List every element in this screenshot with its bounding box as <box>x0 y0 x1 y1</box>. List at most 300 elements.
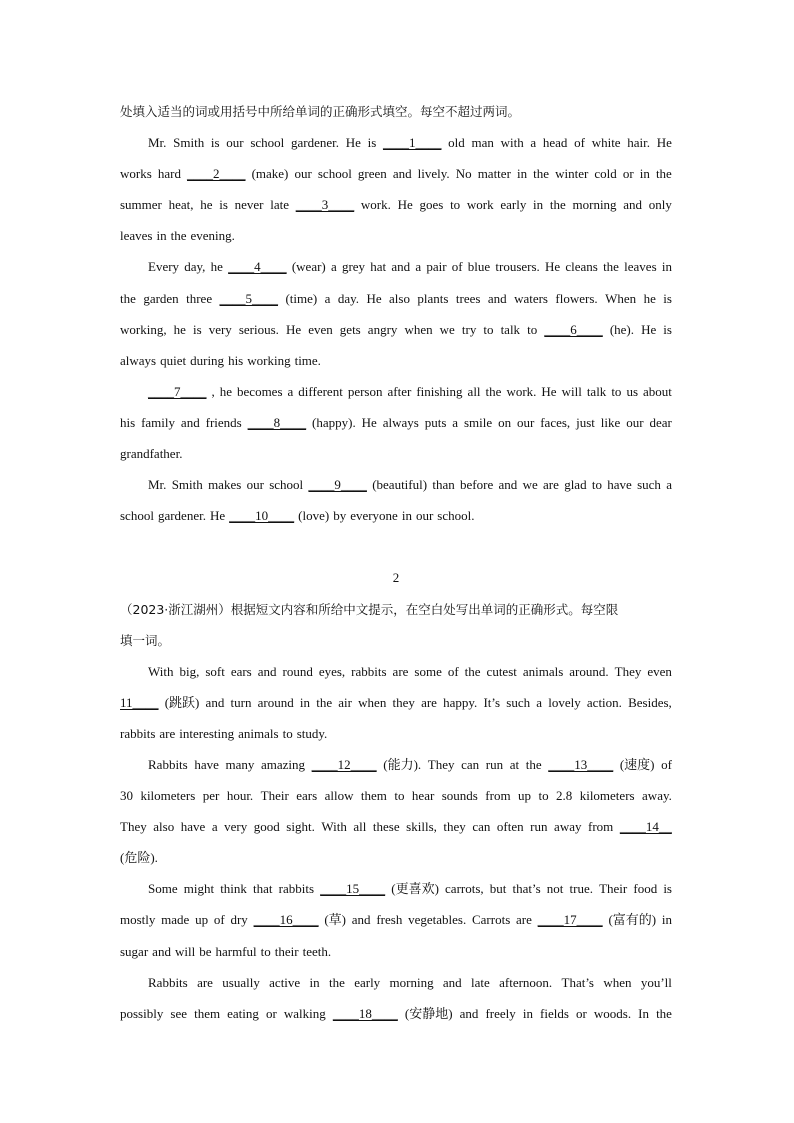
word: Mr. <box>148 477 167 493</box>
word: lively. <box>417 166 450 182</box>
word: morning <box>572 197 617 213</box>
word: work. <box>506 383 537 399</box>
word: When <box>605 290 637 306</box>
text-line <box>120 438 672 469</box>
word: a <box>415 259 422 275</box>
word: very <box>208 321 232 337</box>
word: Smith <box>173 135 205 151</box>
word: will <box>561 383 582 399</box>
word: evening. <box>190 228 235 244</box>
instruction-text: 处填入适当的词或用括号中所给单词的正确形式填空。每空不超过两词。 <box>120 104 521 119</box>
word: (危险). <box>120 850 158 866</box>
word: and <box>391 259 411 275</box>
word: true. <box>569 881 593 897</box>
word: winter <box>555 166 589 182</box>
word: is <box>663 290 672 306</box>
word: (跳跃) <box>164 694 200 710</box>
answer-blank[interactable]: ____4____ <box>228 259 287 275</box>
word: He <box>361 414 377 430</box>
answer-blank[interactable]: ____17____ <box>537 912 603 928</box>
word: will <box>174 943 196 959</box>
word: some <box>414 663 442 679</box>
word: away <box>554 819 582 835</box>
word: ears <box>230 663 252 679</box>
text-line <box>120 998 672 1029</box>
word: of <box>661 756 672 772</box>
text-line <box>120 345 672 376</box>
answer-blank[interactable]: ____7____ <box>148 383 207 399</box>
word: he <box>200 197 213 213</box>
word: sight. <box>286 819 315 835</box>
word: He <box>285 321 302 337</box>
text-line <box>120 749 672 780</box>
word: late <box>471 974 490 990</box>
answer-blank[interactable]: ____9____ <box>308 477 367 493</box>
word: (time) <box>285 290 318 306</box>
word: white <box>591 135 621 151</box>
word: Mr. <box>148 135 167 151</box>
word: be <box>199 943 212 959</box>
word: They <box>120 819 147 835</box>
word: man <box>471 135 494 151</box>
word: three <box>186 290 213 306</box>
answer-blank[interactable]: ____16____ <box>253 912 319 928</box>
word: to <box>260 943 271 959</box>
answer-blank[interactable]: ____6____ <box>544 321 603 337</box>
word: old <box>448 135 465 151</box>
word: they <box>392 694 415 710</box>
word: blue <box>467 259 491 275</box>
word: becomes <box>237 383 283 399</box>
word: a <box>452 414 459 430</box>
word: about <box>643 383 672 399</box>
word: a <box>530 135 537 151</box>
word: even <box>308 321 333 337</box>
word: but <box>489 881 507 897</box>
word: run <box>485 756 504 772</box>
word: heat, <box>168 197 194 213</box>
word: animals <box>238 725 279 741</box>
word: are <box>197 974 213 990</box>
word: at <box>509 756 520 772</box>
word: possibly <box>120 1005 164 1021</box>
word: cold <box>594 166 617 182</box>
word: and <box>442 974 462 990</box>
word: or <box>622 166 634 182</box>
word: goes <box>419 197 444 213</box>
text-line <box>120 469 672 500</box>
word: our <box>626 414 644 430</box>
word: is <box>663 321 672 337</box>
word: hear <box>411 788 435 804</box>
word: these <box>372 819 400 835</box>
word: different <box>298 383 343 399</box>
word: is <box>192 321 202 337</box>
word: that’s <box>512 881 541 897</box>
word: trees <box>455 290 481 306</box>
text-line <box>120 811 672 842</box>
word: Some <box>148 881 178 897</box>
word: he <box>173 321 186 337</box>
word: working <box>247 352 291 368</box>
answer-blank[interactable]: ____10____ <box>229 508 295 524</box>
word: mostly <box>120 912 156 928</box>
word: green <box>357 166 387 182</box>
text-line <box>120 220 672 251</box>
word: us <box>626 383 638 399</box>
text-line <box>120 780 672 811</box>
word: he <box>643 290 656 306</box>
word: finishing <box>416 383 463 399</box>
word: sounds <box>441 788 478 804</box>
word: is <box>367 135 377 151</box>
word: a <box>211 819 218 835</box>
word: during <box>190 352 225 368</box>
word: quiet <box>160 352 187 368</box>
word: , <box>211 383 215 399</box>
answer-blank[interactable]: 11____ <box>120 694 159 710</box>
word: Carrots <box>471 912 511 928</box>
word: to <box>282 725 293 741</box>
word: smile <box>463 414 493 430</box>
word: never <box>234 197 264 213</box>
word: the <box>120 290 136 306</box>
word: amazing <box>261 756 306 772</box>
word: No <box>455 166 472 182</box>
word: allow <box>324 788 354 804</box>
word: Rabbits <box>148 974 188 990</box>
word: Their <box>599 881 628 897</box>
word: waters <box>514 290 548 306</box>
word: always <box>120 352 157 368</box>
word: to <box>450 197 461 213</box>
text-line <box>120 904 672 935</box>
word: many <box>225 756 255 772</box>
word: early <box>500 197 527 213</box>
word: and <box>487 290 507 306</box>
word: have <box>180 819 206 835</box>
word: pair <box>426 259 447 275</box>
word: sugar <box>120 943 149 959</box>
word: are <box>516 912 532 928</box>
word: working, <box>120 321 167 337</box>
word: (he). <box>609 321 635 337</box>
word: a <box>330 259 337 275</box>
word: school <box>317 166 352 182</box>
word: than <box>432 477 455 493</box>
word: our <box>246 477 264 493</box>
answer-blank[interactable]: ____13____ <box>548 756 614 772</box>
word: the <box>549 197 566 213</box>
word: flowers. <box>555 290 598 306</box>
word: grey <box>341 259 366 275</box>
word: can <box>472 819 491 835</box>
word: they <box>443 819 466 835</box>
word: (happy). <box>312 414 356 430</box>
word: in <box>533 197 544 213</box>
word: from <box>485 788 511 804</box>
word: to <box>483 321 494 337</box>
word: He <box>397 197 413 213</box>
word: a <box>287 383 294 399</box>
word: action. <box>586 694 622 710</box>
word: of <box>447 663 459 679</box>
word: our <box>226 135 244 151</box>
word: serious. <box>238 321 279 337</box>
word: our <box>294 166 312 182</box>
section2-number-line <box>120 562 672 593</box>
word: can <box>461 756 480 772</box>
word: hair. <box>627 135 651 151</box>
word: like <box>600 414 621 430</box>
word: With <box>321 819 347 835</box>
word: in <box>661 259 672 275</box>
word: Besides, <box>628 694 672 710</box>
text-line <box>120 936 672 967</box>
word: are <box>392 663 409 679</box>
word: when <box>603 974 632 990</box>
word: grandfather. <box>120 446 183 462</box>
text-line <box>120 687 672 718</box>
word: a <box>666 477 672 493</box>
word: round <box>282 663 313 679</box>
section2-instruction-line2 <box>120 625 672 656</box>
word: all <box>353 819 367 835</box>
word: to <box>611 383 622 399</box>
word: gardener. <box>290 135 339 151</box>
word: our <box>415 508 434 524</box>
word: (wear) <box>291 259 326 275</box>
word: turn <box>230 694 252 710</box>
word: school. <box>437 508 475 524</box>
word: friends <box>205 414 242 430</box>
word: made <box>161 912 190 928</box>
answer-blank[interactable]: ____18____ <box>332 1005 398 1021</box>
word: in <box>516 166 528 182</box>
word: rabbits <box>120 725 156 741</box>
word: or <box>575 1005 587 1021</box>
word: when <box>358 694 387 710</box>
word: our <box>516 414 535 430</box>
word: hour. <box>226 788 254 804</box>
word: skills, <box>406 819 437 835</box>
word: and <box>498 477 518 493</box>
word: just <box>576 414 595 430</box>
text-line <box>120 251 672 282</box>
word: garden <box>143 290 179 306</box>
word: angry <box>367 321 398 337</box>
word: to <box>527 321 538 337</box>
word: eating <box>227 1005 259 1021</box>
instruction-text: （2023·浙江湖州）根据短文内容和所给中文提示，在空白处写出单词的正确形式。每空限 <box>120 601 619 617</box>
word: when <box>404 321 433 337</box>
word: by <box>333 508 347 524</box>
answer-blank[interactable]: ____1____ <box>382 135 442 151</box>
word: in <box>299 694 311 710</box>
word: family <box>141 414 176 430</box>
word: rabbits <box>351 663 387 679</box>
word: He <box>345 135 361 151</box>
word: everyone <box>350 508 398 524</box>
word: is <box>210 135 220 151</box>
word: school <box>250 135 285 151</box>
word: school <box>269 477 304 493</box>
word: cutest <box>486 663 517 679</box>
word: work. <box>360 197 391 213</box>
word: also <box>389 290 410 306</box>
word: hat <box>370 259 387 275</box>
word: in <box>156 228 167 244</box>
word: Their <box>260 788 289 804</box>
word: late <box>270 197 289 213</box>
word: It’s <box>483 694 501 710</box>
answer-blank[interactable]: ____2____ <box>187 166 246 182</box>
word: Every <box>148 259 180 275</box>
word: freely <box>485 1005 516 1021</box>
word: a <box>536 694 543 710</box>
word: the <box>485 383 502 399</box>
word: food <box>633 881 658 897</box>
word: and <box>152 943 171 959</box>
word: of <box>574 135 585 151</box>
word: the <box>655 166 672 182</box>
word: With <box>148 663 174 679</box>
answer-blank[interactable]: ____3____ <box>295 197 355 213</box>
word: and <box>623 197 643 213</box>
word: he <box>219 383 233 399</box>
word: He <box>366 290 382 306</box>
word: (安静地) <box>404 1005 453 1021</box>
word: plants <box>417 290 449 306</box>
word: rabbits <box>278 881 315 897</box>
answer-blank[interactable]: ____12____ <box>311 756 377 772</box>
word: makes <box>208 477 242 493</box>
text-line <box>120 314 672 345</box>
word: up <box>195 912 209 928</box>
word: study. <box>296 725 328 741</box>
word: leaves <box>120 228 153 244</box>
word: a <box>324 290 331 306</box>
answer-blank[interactable]: ____14__ <box>619 819 672 835</box>
word: on <box>498 414 512 430</box>
word: active <box>269 974 301 990</box>
text-line <box>120 189 672 220</box>
word: his <box>120 414 136 430</box>
word: afternoon. <box>499 974 553 990</box>
word: are <box>543 477 559 493</box>
word: hard <box>157 166 181 182</box>
word: with <box>500 135 524 151</box>
word: air <box>338 694 352 710</box>
word: carrots, <box>445 881 484 897</box>
word: (更喜欢) <box>391 881 439 897</box>
word: interesting <box>179 725 235 741</box>
word: all <box>467 383 481 399</box>
word: eyes, <box>318 663 346 679</box>
document-page <box>120 96 672 1029</box>
text-line <box>120 407 672 438</box>
word: He <box>656 135 672 151</box>
word: day. <box>337 290 360 306</box>
word: he <box>210 259 223 275</box>
word: and <box>180 414 200 430</box>
word: talk <box>500 321 521 337</box>
word: the <box>464 663 481 679</box>
word: the <box>328 974 345 990</box>
word: woods. <box>593 1005 632 1021</box>
answer-blank[interactable]: ____8____ <box>247 414 307 430</box>
word: think <box>220 881 247 897</box>
word: dear <box>649 414 672 430</box>
instruction-text: 填一词。 <box>120 632 171 648</box>
word: and <box>257 663 277 679</box>
word: animals <box>522 663 564 679</box>
word: (beautiful) <box>372 477 428 493</box>
word: 30 <box>120 788 133 804</box>
word: away. <box>642 788 672 804</box>
word: He <box>209 508 226 524</box>
word: (make) <box>251 166 289 182</box>
word: from <box>588 819 614 835</box>
word: very <box>224 819 248 835</box>
word: Rabbits <box>148 756 188 772</box>
word: and <box>351 912 371 928</box>
word: glad <box>564 477 587 493</box>
text-line <box>120 656 672 687</box>
word: vegetables. <box>408 912 467 928</box>
section1-passage <box>120 127 672 531</box>
word: usually <box>222 974 260 990</box>
word: of <box>213 912 225 928</box>
word: in <box>639 166 650 182</box>
word: after <box>387 383 412 399</box>
word: day, <box>184 259 206 275</box>
word: kilometers <box>140 788 196 804</box>
word: (love) <box>298 508 330 524</box>
word: time. <box>294 352 321 368</box>
word: 2.8 <box>556 788 573 804</box>
word: fresh <box>376 912 403 928</box>
answer-blank[interactable]: ____5____ <box>219 290 279 306</box>
word: big, <box>179 663 200 679</box>
word: dry <box>230 912 248 928</box>
word: school <box>120 508 154 524</box>
word: only <box>648 197 672 213</box>
word: teeth. <box>302 943 332 959</box>
word: also <box>153 819 175 835</box>
word: see <box>170 1005 188 1021</box>
word: in <box>309 974 320 990</box>
word: the <box>525 756 542 772</box>
word: even <box>647 663 672 679</box>
word: puts <box>424 414 447 430</box>
answer-blank[interactable]: ____15____ <box>320 881 386 897</box>
word: walking <box>283 1005 326 1021</box>
word: gets <box>339 321 361 337</box>
text-line <box>120 127 672 158</box>
word: are <box>159 725 176 741</box>
text-line <box>120 873 672 904</box>
word: talk <box>586 383 607 399</box>
word: summer <box>120 197 162 213</box>
word: often <box>496 819 524 835</box>
section2-instruction-line1 <box>120 594 672 625</box>
word: to <box>591 477 602 493</box>
word: have <box>194 756 219 772</box>
word: them <box>360 788 387 804</box>
section1-instruction <box>120 96 672 127</box>
word: you’ll <box>640 974 672 990</box>
